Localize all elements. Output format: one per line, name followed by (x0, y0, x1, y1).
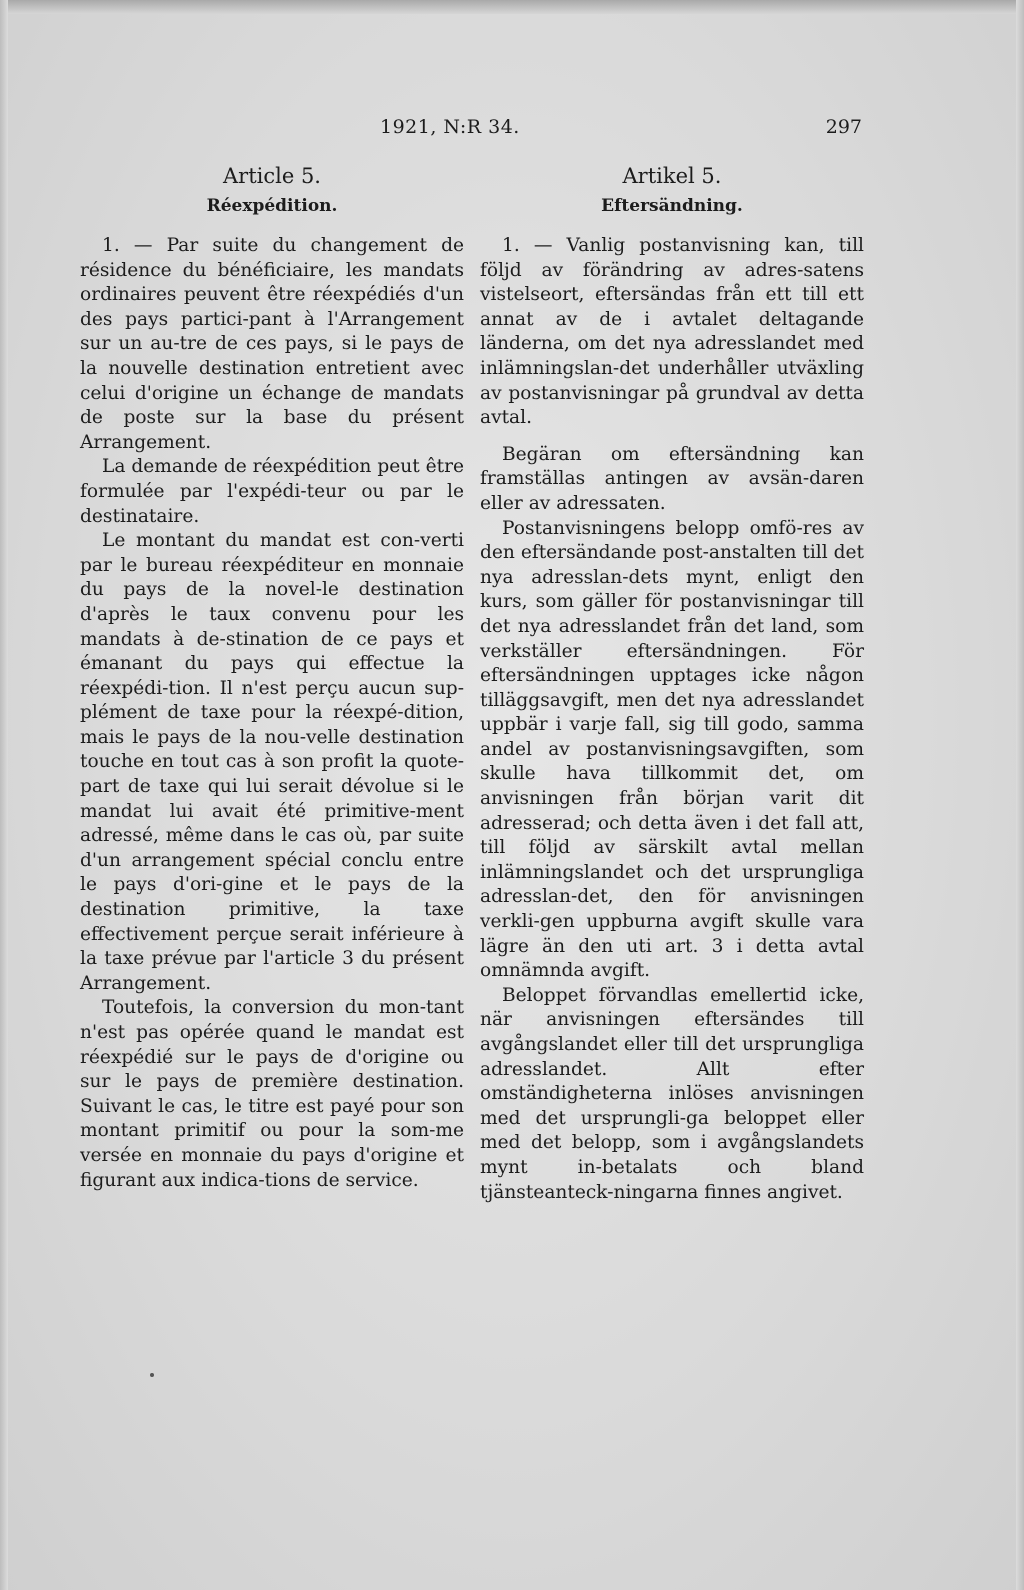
page-top-edge (0, 0, 1024, 14)
swedish-column (480, 160, 864, 1205)
paragraph-fr-3: Le montant du mandat est con-verti par le bureau réexpéditeur en monnaie du pays de la novel-le destination d'après le taux convenu pour les mandats à de-stination de ce pays et émanant du pays qui effectue la réexpédi-tion. Il n'est perçu aucun sup-plément de taxe pour la réexpé-dition, mais le pays de la nou-velle destination touche en tout cas à son profit la quote-part de taxe qui lui serait dévolue si le mandat lui avait été primitive-ment adressé, même dans le cas où, par suite d'un arrangement spécial conclu entre le pays d'ori-gine et le pays de la destination primitive, la taxe effectivement perçue serait inférieure à la taxe prévue par l'article 3 du présent Arrangement. (80, 530, 464, 994)
section-heading-fr: Réexpédition. (206, 196, 338, 216)
paragraph-sv-1: 1. — Vanlig postanvisning kan, till följd av förändring av adres-satens vistelseort, eftersändas från ett till ett annat av de i avtalet deltagande länderna, om det nya adresslandet med inlämningslan-det underhåller utväxling av postanvisningar på grundval av detta avtal. (480, 235, 864, 429)
running-head: 1921, N:R 34. (380, 116, 520, 138)
french-column (80, 160, 464, 1193)
section-heading-sv: Eftersändning. (601, 196, 743, 216)
paragraph-sv-2: Begäran om eftersändning kan framställas antingen av avsän-daren eller av adressaten. (480, 443, 864, 514)
paragraph-sv-4: Beloppet förvandlas emellertid icke, när anvisningen eftersändes till avgångslandet eller till det ursprungliga adresslandet. Allt efter omständigheterna inlöses anvisningen med det ursprungli-ga beloppet eller med det belopp, som i avgångslandets mynt in-betalats och bland tjänsteanteck-ningarna finnes angivet. (480, 984, 864, 1203)
paragraph-fr-1: 1. — Par suite du changement de résidence du bénéficiaire, les mandats ordinaires peuvent être réexpédiés d'un des pays partici-pant à l'Arrangement sur un au-tre de ces pays, si le pays de la nouvelle destination entretient avec celui d'origine un échange de mandats de poste sur la base du présent Arrangement. (80, 235, 464, 453)
paragraph-fr-2: La demande de réexpédition peut être formulée par l'expédi-teur ou par le destinataire. (80, 456, 464, 527)
paragraph-fr-4: Toutefois, la conversion du mon-tant n'est pas opérée quand le mandat est réexpédié sur le pays de d'origine ou sur le pays de première destination. Suivant le cas, le titre est payé pour son montant primitif ou pour la som-me versée en monnaie du pays d'origine et figurant aux indica-tions de service. (80, 997, 464, 1191)
page-left-edge (0, 0, 8, 1590)
page-right-edge (1016, 0, 1024, 1590)
article-title-fr: Article 5. (223, 164, 321, 188)
paragraph-sv-3: Postanvisningens belopp omfö-res av den eftersändande post-anstalten till det nya adresslan-dets mynt, enligt den kurs, som gäller för postanvisningar till det nya adresslandet från det land, som verkställer eftersändningen. För eftersändningen upptages icke någon tilläggsavgift, men det nya adresslandet uppbär i varje fall, sig till godo, samma andel av postanvisningsavgiften, som skulle hava tillkommit det, om anvisningen från början varit dit adresserad; och detta även i det fall att, till följd av särskilt avtal mellan inlämningslandet och det ursprungliga adresslan-det, den för anvisningen verkli-gen uppburna avgift skulle vara lägre än den uti art. 3 i detta avtal omnämnda avgift. (480, 517, 864, 982)
page-number: 297 (825, 116, 862, 138)
article-title-sv: Artikel 5. (622, 164, 722, 188)
ink-speck (150, 1373, 154, 1377)
